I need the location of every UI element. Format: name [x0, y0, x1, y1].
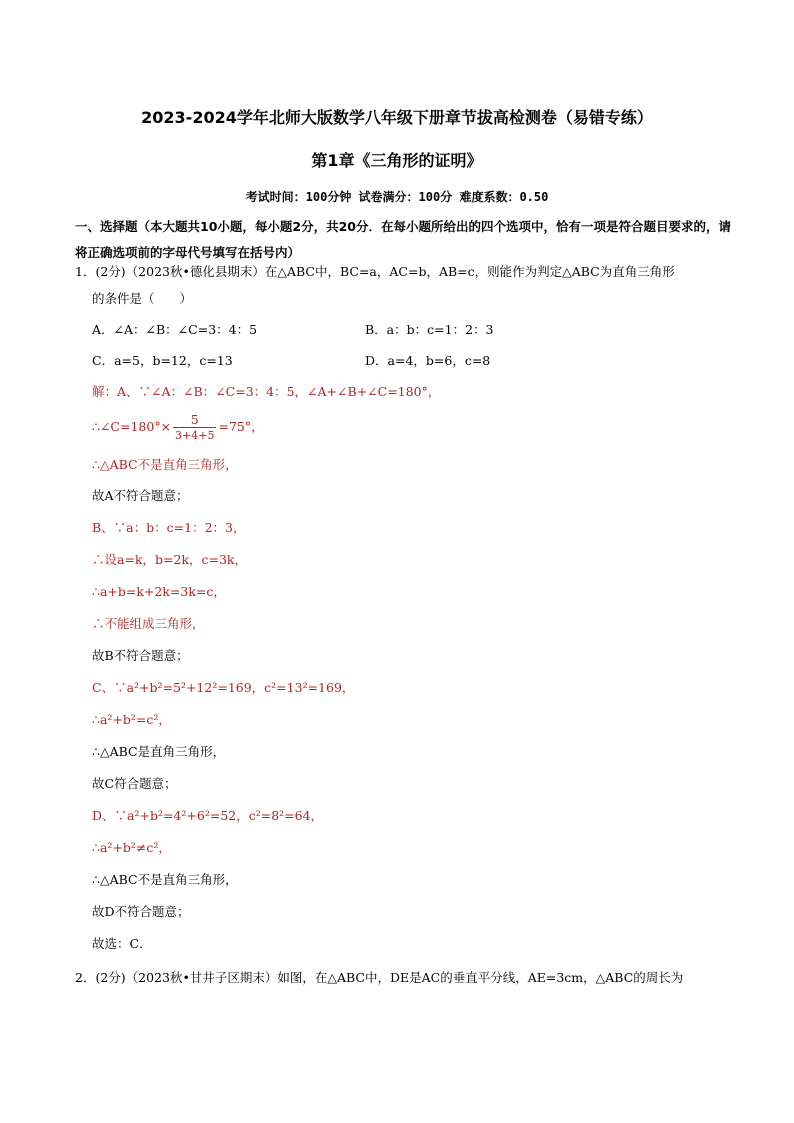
solution-conclusion: 故B不符合题意；	[92, 648, 189, 663]
solution-conclusion: 故C符合题意；	[92, 776, 177, 791]
solution-answer: 故选：C．	[92, 936, 152, 951]
solution-conclusion: 故A不符合题意；	[92, 488, 189, 503]
q1-option-d: D．a=4，b=6，c=8	[365, 353, 491, 368]
fraction-numerator: 5	[173, 412, 216, 428]
exam-meta: 考试时间：100分钟 试卷满分：100分 难度系数：0.50	[245, 190, 549, 204]
solution-line: ∴设a=k，b=2k，c=3k，	[92, 552, 248, 567]
solution-line: ∴a+b=k+2k=3k=c，	[92, 584, 226, 599]
q1-option-c: C．a=5，b=12，c=13	[92, 353, 233, 368]
solution-conclusion: 故D不符合题意；	[92, 904, 190, 919]
solution-line: B、∵a：b：c=1：2：3，	[92, 520, 246, 535]
solution-line: 解：A、∵∠A：∠B：∠C=3：4：5，∠A+∠B+∠C=180°，	[92, 384, 441, 399]
solution-line: ∴△ABC不是直角三角形，	[92, 872, 238, 887]
fraction-suffix: =75°，	[218, 419, 264, 434]
chapter-subtitle: 第1章《三角形的证明》	[311, 151, 483, 170]
q1-stem-line2: 的条件是（ ）	[92, 291, 193, 306]
q1-option-a: A．∠A：∠B：∠C=3：4：5	[92, 322, 258, 337]
fraction-prefix: ∴∠C=180°×	[92, 419, 172, 434]
solution-line: ∴a²+b²=c²，	[92, 712, 171, 727]
section-heading: 一、选择题（本大题共10小题，每小题2分，共20分．在每小题所给出的四个选项中，恰有一项是符合题目要求的，请将正确选项前的字母代号填写在括号内）	[75, 219, 731, 260]
fraction	[173, 412, 216, 443]
solution-line: ∴不能组成三角形，	[92, 616, 205, 631]
solution-line: C、∵a²+b²=5²+12²=169，c²=13²=169，	[92, 680, 355, 695]
exam-title: 2023-2024学年北师大版数学八年级下册章节拔高检测卷（易错专练）	[141, 108, 653, 127]
fraction-denominator: 3+4+5	[175, 429, 215, 442]
solution-line: ∴△ABC是直角三角形，	[92, 744, 226, 759]
q1-option-b: B．a：b：c=1：2：3	[365, 322, 494, 337]
solution-line: ∴△ABC不是直角三角形，	[92, 457, 238, 472]
solution-line-fraction	[92, 412, 264, 443]
solution-line: ∴a²+b²≠c²，	[92, 840, 171, 855]
q2-stem-line1: 2．(2分)（2023秋•甘井子区期末）如图，在△ABC中，DE是AC的垂直平分线，AE=3cm，△ABC的周长为	[75, 970, 684, 985]
solution-line: D、∵a²+b²=4²+6²=52，c²=8²=64，	[92, 808, 324, 823]
q1-stem-line1: 1．(2分)（2023秋•德化县期末）在△ABC中，BC=a，AC=b，AB=c，则能作为判定△ABC为直角三角形	[75, 264, 675, 279]
